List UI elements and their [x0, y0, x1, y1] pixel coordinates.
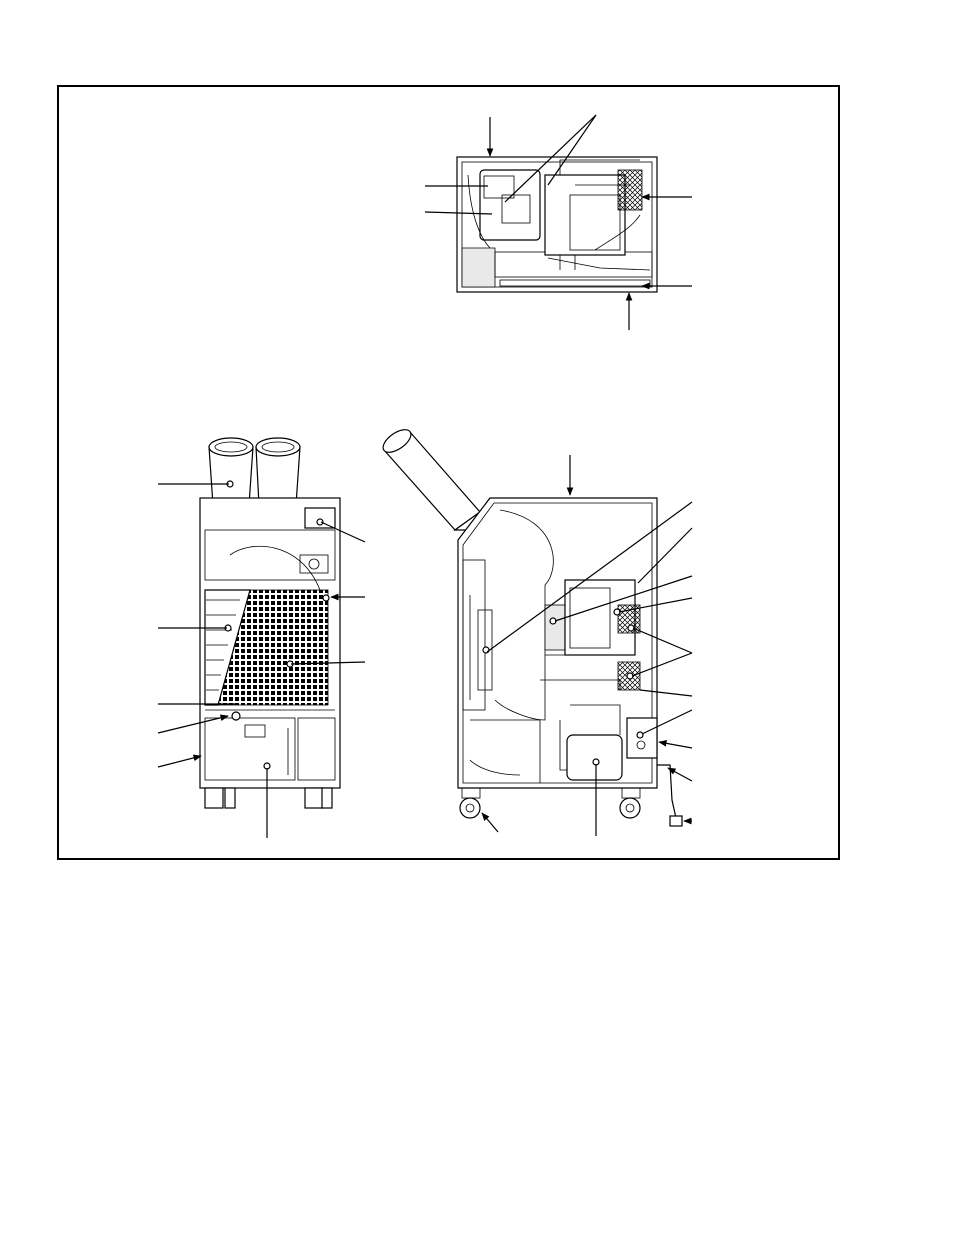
side-view-caster-front: [460, 798, 480, 818]
callout-side-9: [668, 768, 692, 781]
front-view: [200, 438, 340, 808]
callout-side-12: [482, 813, 498, 832]
side-view-power-cord: [657, 765, 676, 818]
top-view-fan-housing: [480, 170, 540, 240]
side-view-junction-box: [627, 718, 657, 758]
top-view-lower-left-panel: [462, 248, 495, 287]
top-view: [457, 157, 657, 292]
top-view-filter: [618, 170, 642, 210]
side-view-caster-rear: [620, 798, 640, 818]
side-view-plug: [670, 816, 682, 826]
callout-front-5: [158, 756, 201, 767]
side-view-compressor: [567, 735, 622, 780]
callout-side-8: [659, 742, 692, 748]
front-view-casters: [205, 788, 332, 808]
side-view: [379, 425, 682, 826]
top-view-evaporator: [545, 175, 625, 255]
